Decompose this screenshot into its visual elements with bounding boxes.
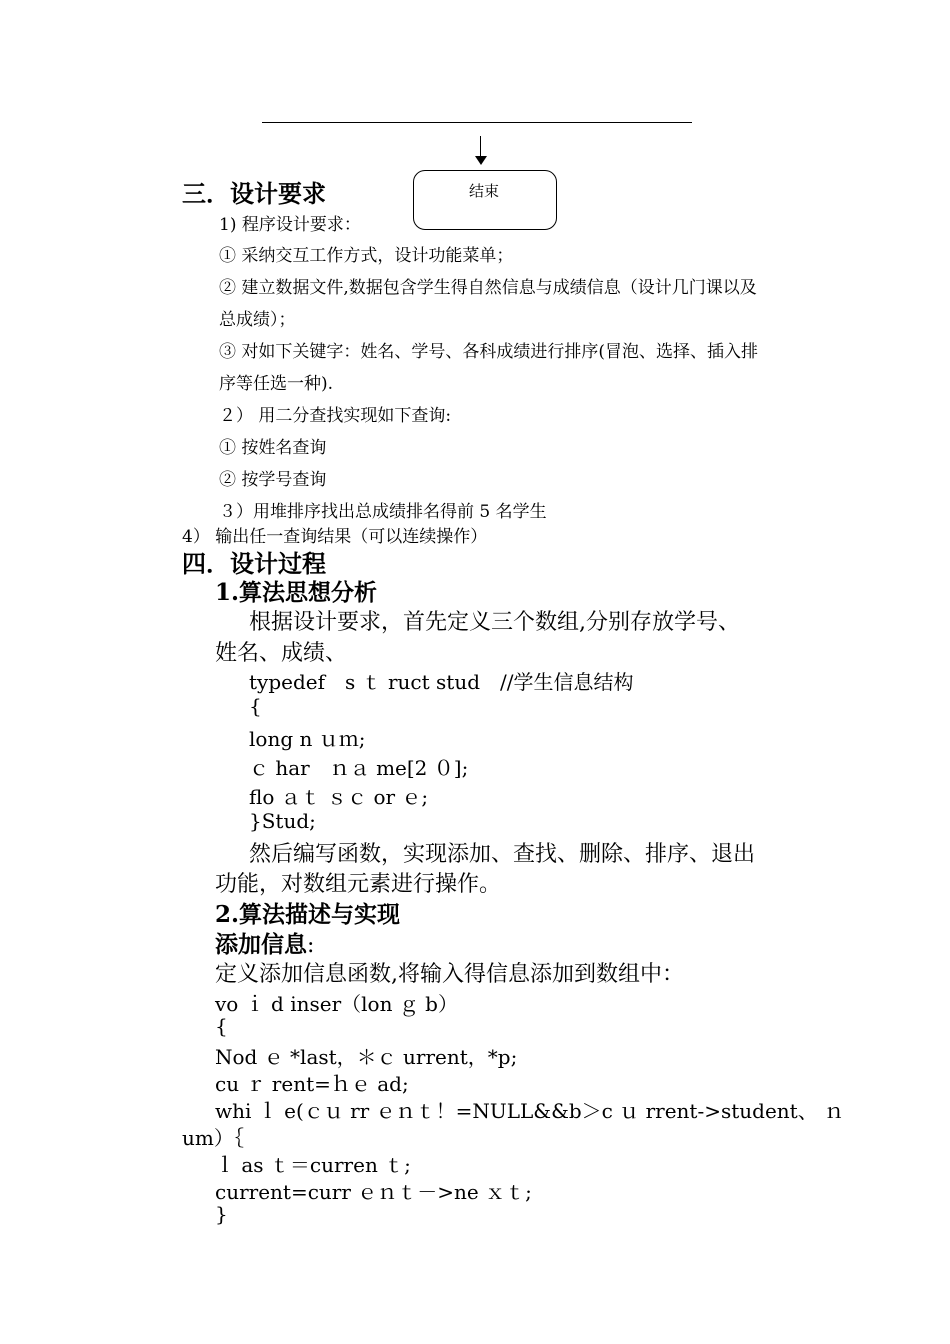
requirement-line: ２） 用二分查找实现如下查询: (219, 406, 452, 426)
arrow-down-icon (475, 156, 487, 165)
heading-colon: : (307, 933, 315, 958)
subsection-heading-line (215, 926, 314, 959)
code-line: { (215, 1014, 228, 1038)
code-line: flo ａｔ ｓｃ or ｅ; (249, 785, 429, 809)
paragraph-line: 定义添加信息函数,将输入得信息添加到数组中： (215, 962, 684, 987)
section4-heading: 四．设计过程 (182, 549, 326, 578)
code-line: current=curr ｅｎｔ－>ne ｘｔ; (215, 1180, 532, 1204)
paragraph-line: 姓名、成绩、 (215, 641, 348, 666)
subsection-heading: 1.算法思想分析 (215, 579, 378, 606)
requirement-line: 1) 程序设计要求： (219, 215, 361, 235)
subsection-heading: 2.算法描述与实现 (215, 901, 401, 928)
code-line: whi ｌ e(ｃｕ rr ｅｎｔ！=NULL&&b＞c ｕ rrent->student、 ｎ (215, 1099, 845, 1123)
requirement-line: ① 采纳交互工作方式，设计功能菜单； (219, 246, 514, 266)
code-line: typedef s ｔ ruct stud //学生信息结构 (249, 670, 634, 694)
code-line: long n ｕｍ; (249, 727, 366, 751)
requirement-line: 序等任选一种). (219, 374, 334, 394)
code-line: }Stud; (249, 809, 316, 833)
flowchart-connector-line (262, 122, 692, 123)
code-line: { (249, 694, 262, 718)
flowchart-end-label: 结束 (469, 182, 500, 200)
paragraph-line: 功能，对数组元素进行操作。 (215, 872, 502, 897)
subsection-heading: 添加信息 (215, 931, 307, 958)
requirement-line: 4） 输出任一查询结果（可以连续操作） (182, 527, 488, 547)
code-line: } (215, 1202, 228, 1226)
requirement-line: ① 按姓名查询 (219, 438, 327, 458)
code-line: ｃ har ｎａ me[2 ０]; (249, 756, 469, 780)
requirement-line: ② 按学号查询 (219, 470, 327, 490)
flowchart-end-node (413, 170, 557, 230)
code-line: um）｛ (182, 1126, 244, 1150)
requirement-line: ② 建立数据文件,数据包含学生得自然信息与成绩信息（设计几门课以及 (219, 278, 757, 298)
section3-heading: 三．设计要求 (182, 179, 326, 208)
code-line: ｌ as ｔ＝curren ｔ; (215, 1153, 411, 1177)
requirement-line: ３）用堆排序找出总成绩排名得前 5 名学生 (219, 502, 547, 522)
requirement-line: ③ 对如下关键字：姓名、学号、各科成绩进行排序(冒泡、选择、插入排 (219, 342, 759, 362)
paragraph-line: 根据设计要求，首先定义三个数组,分别存放学号、 (249, 610, 740, 635)
code-line: Nod ｅ *last，＊ｃ urrent，*p; (215, 1045, 518, 1069)
code-line: vo ｉ d inser（lon ｇ b） (215, 992, 458, 1016)
flowchart-arrow-shaft (480, 136, 481, 158)
code-line: cu ｒ rent=ｈｅ ad; (215, 1072, 409, 1096)
requirement-line: 总成绩）； (219, 310, 296, 330)
paragraph-line: 然后编写函数，实现添加、查找、删除、排序、退出 (249, 842, 756, 867)
